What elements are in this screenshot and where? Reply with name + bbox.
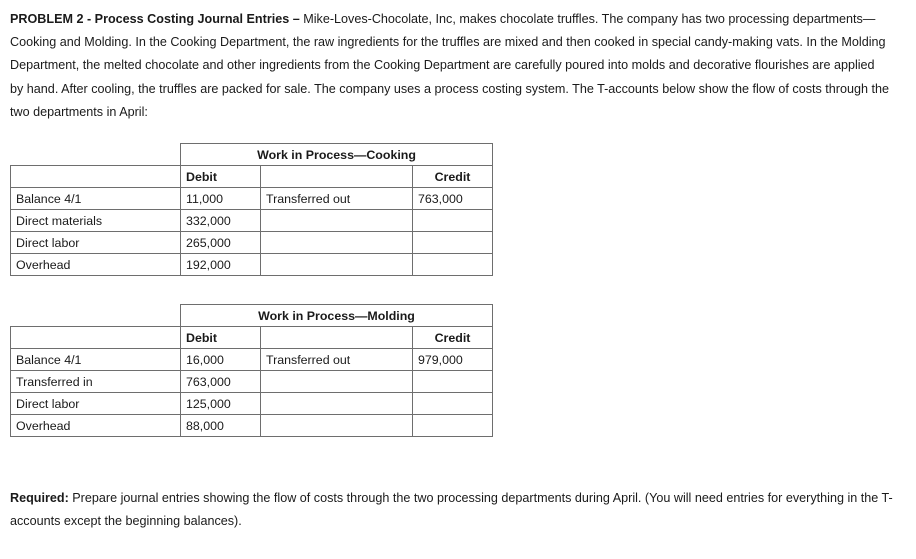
credit-header: Credit <box>413 327 493 349</box>
debit-amount: 763,000 <box>181 371 261 393</box>
credit-amount <box>413 415 493 437</box>
table-row <box>11 349 493 371</box>
credit-header: Credit <box>413 166 493 188</box>
row-label: Balance 4/1 <box>11 188 181 210</box>
credit-amount <box>413 393 493 415</box>
credit-label <box>261 371 413 393</box>
required-label: Required: <box>10 491 69 505</box>
credit-label <box>261 210 413 232</box>
credit-label: Transferred out <box>261 188 413 210</box>
table-row <box>11 232 493 254</box>
table-row <box>11 188 493 210</box>
credit-amount <box>413 254 493 276</box>
credit-amount <box>413 210 493 232</box>
table-row <box>11 415 493 437</box>
credit-amount: 763,000 <box>413 188 493 210</box>
debit-header: Debit <box>181 327 261 349</box>
t-account-title: Work in Process—Cooking <box>181 144 493 166</box>
credit-label <box>261 254 413 276</box>
t-account-title: Work in Process—Molding <box>181 305 493 327</box>
problem-heading: PROBLEM 2 - Process Costing Journal Entries – <box>10 12 304 26</box>
table-row <box>11 254 493 276</box>
table-row <box>11 210 493 232</box>
credit-amount: 979,000 <box>413 349 493 371</box>
credit-label <box>261 232 413 254</box>
t-account-cooking <box>10 143 493 276</box>
row-label: Direct labor <box>11 232 181 254</box>
required-text: Prepare journal entries showing the flow of costs through the two processing departments during April. (You will need entries for everything in the T-accounts except the beginning balances). <box>10 491 893 529</box>
debit-header: Debit <box>181 166 261 188</box>
credit-label <box>261 415 413 437</box>
row-label: Direct labor <box>11 393 181 415</box>
row-label: Overhead <box>11 254 181 276</box>
debit-amount: 125,000 <box>181 393 261 415</box>
debit-amount: 332,000 <box>181 210 261 232</box>
row-label: Transferred in <box>11 371 181 393</box>
row-label: Overhead <box>11 415 181 437</box>
credit-label: Transferred out <box>261 349 413 371</box>
credit-amount <box>413 232 493 254</box>
debit-amount: 192,000 <box>181 254 261 276</box>
table-row <box>11 393 493 415</box>
debit-amount: 265,000 <box>181 232 261 254</box>
problem-text: Mike-Loves-Chocolate, Inc, makes chocolate truffles. The company has two processing departments—Cooking and Molding. In the Cooking Department, the raw ingredients for the truffles are mixed and then cooked in special candy-making vats. In the Molding Department, the melted chocolate and other ingredients from the Cooking Department are carefully poured into molds and decorative flourishes are applied by hand. After cooling, the truffles are packed for sale. The company uses a process costing system. The T-accounts below show the flow of costs through the two departments in April: <box>10 12 890 119</box>
t-account-molding <box>10 304 493 437</box>
credit-label <box>261 393 413 415</box>
table-row <box>11 371 493 393</box>
problem-intro <box>10 8 890 124</box>
row-label: Direct materials <box>11 210 181 232</box>
credit-amount <box>413 371 493 393</box>
debit-amount: 11,000 <box>181 188 261 210</box>
debit-amount: 88,000 <box>181 415 261 437</box>
required-instructions <box>10 487 900 533</box>
row-label: Balance 4/1 <box>11 349 181 371</box>
debit-amount: 16,000 <box>181 349 261 371</box>
